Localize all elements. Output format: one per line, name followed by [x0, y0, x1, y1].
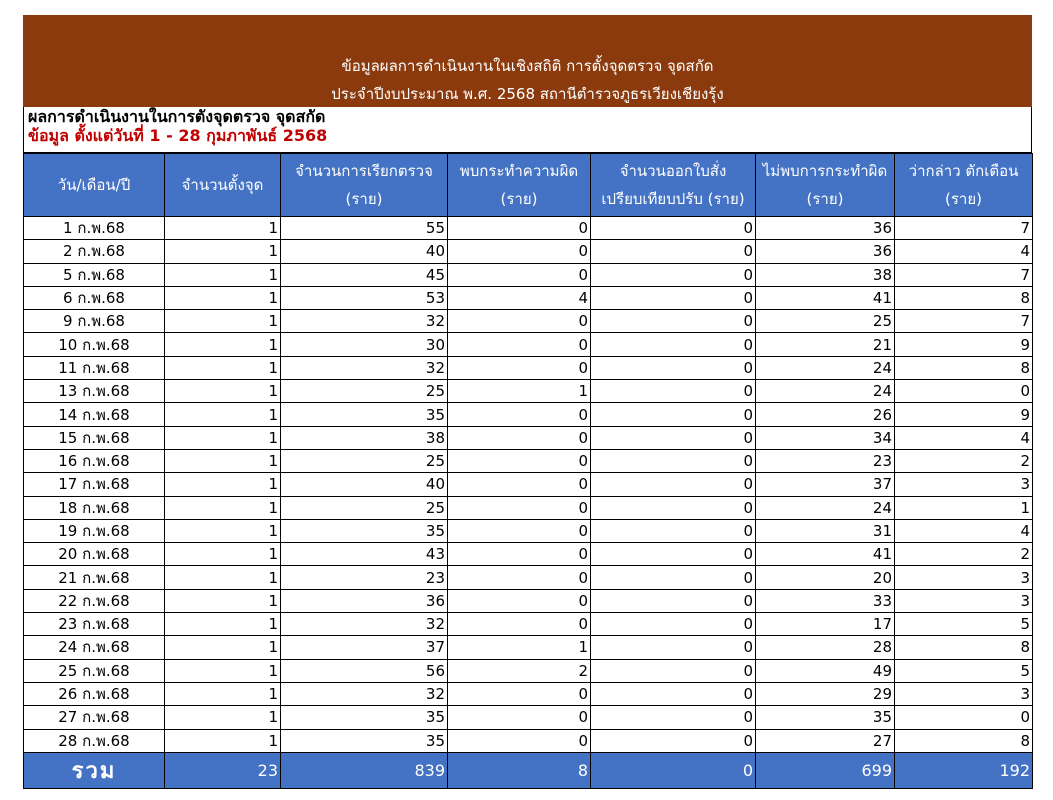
value-cell: 37	[756, 473, 895, 496]
value-cell: 1	[165, 729, 281, 752]
value-cell: 0	[448, 613, 591, 636]
value-cell: 0	[895, 706, 1033, 729]
value-cell: 0	[591, 706, 756, 729]
date-cell: 16 ก.พ.68	[24, 449, 165, 472]
value-cell: 0	[591, 729, 756, 752]
value-cell: 0	[591, 356, 756, 379]
total-cell: 8	[448, 752, 591, 788]
date-cell: 9 ก.พ.68	[24, 310, 165, 333]
banner-subtitle: ประจำปีงบประมาณ พ.ศ. 2568 สถานีตำรวจภูธรเวียงเชียงรุ้ง	[331, 85, 724, 103]
value-cell: 2	[448, 659, 591, 682]
total-cell: 699	[756, 752, 895, 788]
value-cell: 0	[448, 729, 591, 752]
value-cell: 25	[281, 496, 448, 519]
value-cell: 34	[756, 426, 895, 449]
value-cell: 0	[448, 706, 591, 729]
value-cell: 1	[448, 636, 591, 659]
value-cell: 0	[591, 566, 756, 589]
table-row	[24, 566, 1033, 589]
date-cell: 6 ก.พ.68	[24, 286, 165, 309]
value-cell: 24	[756, 380, 895, 403]
table-row	[24, 310, 1033, 333]
value-cell: 56	[281, 659, 448, 682]
value-cell: 8	[895, 286, 1033, 309]
column-header	[24, 154, 165, 217]
table-row	[24, 682, 1033, 705]
value-cell: 1	[895, 496, 1033, 519]
value-cell: 4	[895, 240, 1033, 263]
column-header-line1: จำนวนตั้งจุด	[181, 176, 264, 194]
value-cell: 35	[281, 706, 448, 729]
value-cell: 32	[281, 682, 448, 705]
value-cell: 0	[448, 217, 591, 240]
value-cell: 1	[165, 589, 281, 612]
header-row	[24, 154, 1033, 217]
report-title: ผลการดำเนินงานในการตังจุดตรวจ จุดสกัด	[28, 107, 326, 126]
value-cell: 1	[165, 449, 281, 472]
value-cell: 23	[281, 566, 448, 589]
value-cell: 1	[165, 613, 281, 636]
table-row	[24, 263, 1033, 286]
value-cell: 1	[165, 380, 281, 403]
table-row	[24, 449, 1033, 472]
value-cell: 36	[756, 240, 895, 263]
value-cell: 55	[281, 217, 448, 240]
value-cell: 0	[591, 310, 756, 333]
value-cell: 1	[165, 543, 281, 566]
column-header-line2: (ราย)	[806, 190, 844, 208]
value-cell: 0	[448, 356, 591, 379]
date-cell: 28 ก.พ.68	[24, 729, 165, 752]
table-row	[24, 543, 1033, 566]
value-cell: 41	[756, 543, 895, 566]
table-body	[24, 217, 1033, 753]
value-cell: 5	[895, 613, 1033, 636]
column-header-line1: วัน/เดือน/ปี	[57, 176, 131, 194]
value-cell: 0	[448, 589, 591, 612]
total-label: รวม	[24, 752, 165, 788]
value-cell: 1	[165, 682, 281, 705]
value-cell: 0	[448, 496, 591, 519]
value-cell: 0	[591, 449, 756, 472]
column-header-line1: พบกระทำความผิด	[459, 162, 579, 180]
table-row	[24, 496, 1033, 519]
date-cell: 11 ก.พ.68	[24, 356, 165, 379]
value-cell: 7	[895, 310, 1033, 333]
value-cell: 20	[756, 566, 895, 589]
date-cell: 19 ก.พ.68	[24, 519, 165, 542]
value-cell: 0	[448, 263, 591, 286]
table-row	[24, 380, 1033, 403]
column-header	[756, 154, 895, 217]
report-sheet	[23, 15, 1032, 789]
date-cell: 23 ก.พ.68	[24, 613, 165, 636]
value-cell: 0	[448, 310, 591, 333]
value-cell: 0	[591, 217, 756, 240]
value-cell: 4	[895, 519, 1033, 542]
value-cell: 49	[756, 659, 895, 682]
value-cell: 0	[448, 240, 591, 263]
value-cell: 0	[591, 333, 756, 356]
column-header	[165, 154, 281, 217]
value-cell: 25	[281, 449, 448, 472]
value-cell: 9	[895, 333, 1033, 356]
value-cell: 4	[895, 426, 1033, 449]
value-cell: 5	[895, 659, 1033, 682]
value-cell: 4	[448, 286, 591, 309]
value-cell: 28	[756, 636, 895, 659]
value-cell: 3	[895, 566, 1033, 589]
table-row	[24, 286, 1033, 309]
total-cell: 192	[895, 752, 1033, 788]
value-cell: 40	[281, 473, 448, 496]
date-cell: 27 ก.พ.68	[24, 706, 165, 729]
value-cell: 31	[756, 519, 895, 542]
value-cell: 0	[591, 496, 756, 519]
value-cell: 1	[165, 426, 281, 449]
value-cell: 0	[448, 426, 591, 449]
value-cell: 35	[756, 706, 895, 729]
value-cell: 26	[756, 403, 895, 426]
value-cell: 0	[591, 240, 756, 263]
banner-title: ข้อมูลผลการดำเนินงานในเชิงสถิติ การตั้งจุดตรวจ จุดสกัด	[341, 57, 714, 75]
date-cell: 15 ก.พ.68	[24, 426, 165, 449]
column-header-line2: (ราย)	[945, 190, 982, 208]
date-cell: 22 ก.พ.68	[24, 589, 165, 612]
report-banner	[23, 15, 1032, 107]
date-cell: 21 ก.พ.68	[24, 566, 165, 589]
value-cell: 0	[448, 566, 591, 589]
value-cell: 2	[895, 449, 1033, 472]
value-cell: 1	[165, 706, 281, 729]
value-cell: 1	[448, 380, 591, 403]
value-cell: 1	[165, 519, 281, 542]
value-cell: 9	[895, 403, 1033, 426]
table-row	[24, 356, 1033, 379]
value-cell: 25	[281, 380, 448, 403]
value-cell: 33	[756, 589, 895, 612]
value-cell: 24	[756, 356, 895, 379]
checkpoint-table	[23, 153, 1033, 789]
value-cell: 3	[895, 589, 1033, 612]
value-cell: 43	[281, 543, 448, 566]
date-cell: 13 ก.พ.68	[24, 380, 165, 403]
value-cell: 1	[165, 263, 281, 286]
value-cell: 1	[165, 217, 281, 240]
value-cell: 36	[756, 217, 895, 240]
value-cell: 32	[281, 613, 448, 636]
value-cell: 53	[281, 286, 448, 309]
column-header-line1: ไม่พบการกระทำผิด	[762, 162, 888, 180]
date-cell: 24 ก.พ.68	[24, 636, 165, 659]
value-cell: 0	[448, 449, 591, 472]
value-cell: 0	[448, 682, 591, 705]
table-row	[24, 217, 1033, 240]
date-cell: 26 ก.พ.68	[24, 682, 165, 705]
value-cell: 17	[756, 613, 895, 636]
value-cell: 0	[591, 263, 756, 286]
value-cell: 8	[895, 636, 1033, 659]
report-date-range: ข้อมูล ตั้งแต่วันที่ 1 - 28 กุมภาพันธ์ 2568	[28, 126, 328, 145]
value-cell: 0	[591, 519, 756, 542]
table-row	[24, 426, 1033, 449]
value-cell: 1	[165, 473, 281, 496]
value-cell: 0	[591, 636, 756, 659]
column-header	[448, 154, 591, 217]
value-cell: 37	[281, 636, 448, 659]
column-header	[281, 154, 448, 217]
value-cell: 0	[591, 659, 756, 682]
value-cell: 0	[591, 543, 756, 566]
table-row	[24, 473, 1033, 496]
value-cell: 1	[165, 659, 281, 682]
value-cell: 1	[165, 356, 281, 379]
column-header-line2: เปรียบเทียบปรับ (ราย)	[601, 190, 745, 208]
value-cell: 1	[165, 240, 281, 263]
date-cell: 10 ก.พ.68	[24, 333, 165, 356]
table-row	[24, 403, 1033, 426]
value-cell: 0	[591, 589, 756, 612]
value-cell: 1	[165, 403, 281, 426]
value-cell: 38	[756, 263, 895, 286]
value-cell: 7	[895, 263, 1033, 286]
value-cell: 35	[281, 729, 448, 752]
value-cell: 0	[591, 380, 756, 403]
value-cell: 0	[448, 473, 591, 496]
table-row	[24, 613, 1033, 636]
total-cell: 839	[281, 752, 448, 788]
value-cell: 8	[895, 729, 1033, 752]
value-cell: 38	[281, 426, 448, 449]
date-cell: 17 ก.พ.68	[24, 473, 165, 496]
date-cell: 18 ก.พ.68	[24, 496, 165, 519]
value-cell: 0	[591, 613, 756, 636]
value-cell: 40	[281, 240, 448, 263]
value-cell: 3	[895, 682, 1033, 705]
date-cell: 14 ก.พ.68	[24, 403, 165, 426]
column-header	[895, 154, 1033, 217]
value-cell: 30	[281, 333, 448, 356]
value-cell: 35	[281, 519, 448, 542]
value-cell: 0	[448, 519, 591, 542]
column-header-line1: จำนวนออกใบสั่ง	[619, 162, 727, 180]
value-cell: 7	[895, 217, 1033, 240]
column-header-line2: (ราย)	[345, 190, 383, 208]
value-cell: 35	[281, 403, 448, 426]
value-cell: 0	[448, 333, 591, 356]
total-cell: 0	[591, 752, 756, 788]
date-cell: 1 ก.พ.68	[24, 217, 165, 240]
value-cell: 25	[756, 310, 895, 333]
value-cell: 0	[591, 682, 756, 705]
table-row	[24, 659, 1033, 682]
value-cell: 1	[165, 566, 281, 589]
value-cell: 21	[756, 333, 895, 356]
value-cell: 29	[756, 682, 895, 705]
value-cell: 8	[895, 356, 1033, 379]
total-cell: 23	[165, 752, 281, 788]
table-row	[24, 240, 1033, 263]
date-cell: 2 ก.พ.68	[24, 240, 165, 263]
value-cell: 24	[756, 496, 895, 519]
value-cell: 0	[591, 426, 756, 449]
table-row	[24, 729, 1033, 752]
value-cell: 0	[591, 473, 756, 496]
value-cell: 2	[895, 543, 1033, 566]
table-row	[24, 706, 1033, 729]
value-cell: 1	[165, 636, 281, 659]
table-row	[24, 589, 1033, 612]
table-row	[24, 519, 1033, 542]
table-row	[24, 333, 1033, 356]
value-cell: 27	[756, 729, 895, 752]
total-row	[24, 752, 1033, 788]
value-cell: 41	[756, 286, 895, 309]
value-cell: 1	[165, 496, 281, 519]
value-cell: 0	[448, 403, 591, 426]
value-cell: 32	[281, 356, 448, 379]
value-cell: 0	[895, 380, 1033, 403]
value-cell: 0	[591, 286, 756, 309]
table-row	[24, 636, 1033, 659]
value-cell: 1	[165, 310, 281, 333]
column-header-line1: จำนวนการเรียกตรวจ	[295, 162, 433, 180]
value-cell: 32	[281, 310, 448, 333]
date-cell: 5 ก.พ.68	[24, 263, 165, 286]
value-cell: 1	[165, 333, 281, 356]
date-cell: 25 ก.พ.68	[24, 659, 165, 682]
value-cell: 36	[281, 589, 448, 612]
column-header-line1: ว่ากล่าว ตักเตือน	[908, 162, 1019, 180]
value-cell: 0	[591, 403, 756, 426]
value-cell: 0	[448, 543, 591, 566]
date-cell: 20 ก.พ.68	[24, 543, 165, 566]
report-info	[23, 107, 1032, 153]
value-cell: 45	[281, 263, 448, 286]
column-header	[591, 154, 756, 217]
value-cell: 3	[895, 473, 1033, 496]
column-header-line2: (ราย)	[500, 190, 538, 208]
value-cell: 1	[165, 286, 281, 309]
value-cell: 23	[756, 449, 895, 472]
